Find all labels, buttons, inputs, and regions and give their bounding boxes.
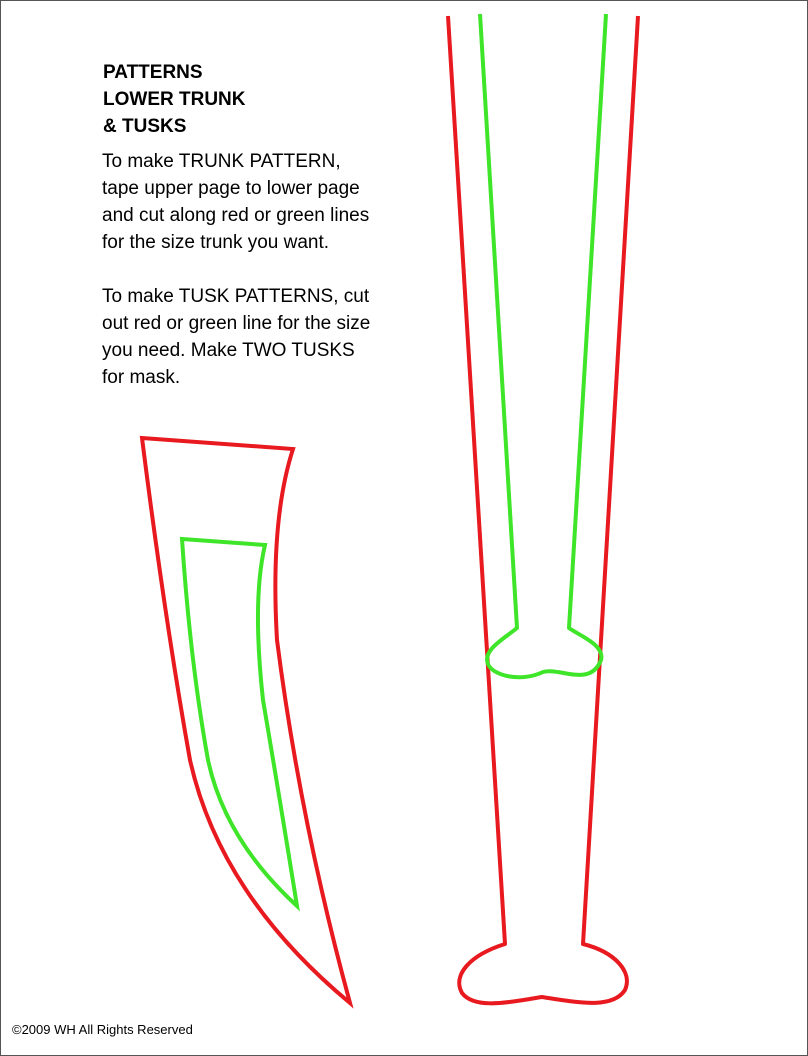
page-heading: [103, 59, 245, 140]
instruction-line: To make TUSK PATTERNS, cut: [102, 286, 370, 307]
trunk-instructions: [102, 148, 370, 256]
heading-line: & TUSKS: [103, 116, 187, 137]
heading-line: PATTERNS: [103, 62, 203, 83]
instruction-line: and cut along red or green lines: [102, 205, 370, 226]
copyright-notice: ©2009 WH All Rights Reserved: [12, 1022, 193, 1037]
trunk-pattern-large: [448, 16, 638, 1003]
tusk-pattern-small: [182, 539, 297, 906]
instructions: [102, 148, 370, 391]
instruction-line: To make TRUNK PATTERN,: [102, 151, 341, 172]
instruction-line: for the size trunk you want.: [102, 232, 330, 253]
instruction-line: out red or green line for the size: [102, 313, 371, 334]
instruction-line: for mask.: [102, 367, 181, 388]
tusk-instructions: [102, 283, 370, 391]
trunk-pattern-small: [480, 14, 606, 677]
instruction-line: tape upper page to lower page: [102, 178, 360, 199]
tusk-pattern-large: [142, 438, 350, 1003]
instruction-line: you need. Make TWO TUSKS: [102, 340, 355, 361]
heading-line: LOWER TRUNK: [103, 89, 246, 110]
